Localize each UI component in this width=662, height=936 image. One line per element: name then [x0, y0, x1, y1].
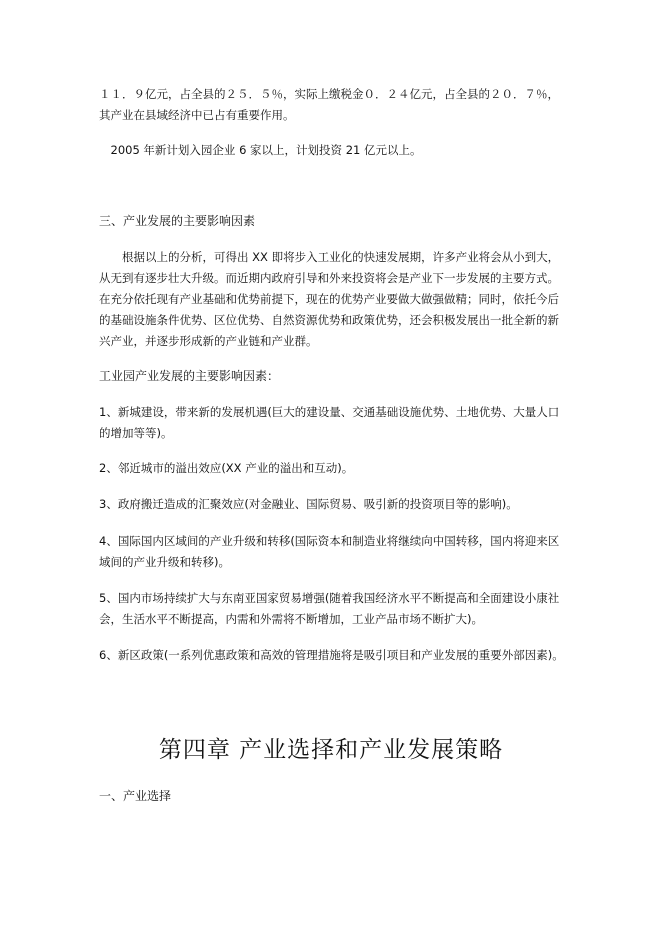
- paragraph-2005-plan: 2005 年新计划入园企业 6 家以上，计划投资 21 亿元以上。: [110, 143, 422, 157]
- chapter-title: 第四章 产业选择和产业发展策略: [158, 737, 504, 763]
- factor-item-1: 1、新城建设，带来新的发展机遇(巨大的建设量、交通基础设施优势、土地优势、大量人口的增加等等)。: [99, 405, 560, 440]
- factor-item-5: 5、国内市场持续扩大与东南亚国家贸易增强(随着我国经济水平不断提高和全面建设小康社会，生活水平不断提高，内需和外需将不断增加，工业产品市场不断扩大)。: [99, 591, 560, 626]
- section-heading-influencing-factors: 三、产业发展的主要影响因素: [99, 214, 256, 228]
- factor-item-6: 6、新区政策(一系列优惠政策和高效的管理措施将是吸引项目和产业发展的重要外部因素)。: [99, 648, 564, 662]
- section-heading-industry-selection: 一、产业选择: [99, 789, 172, 803]
- subheading-park-factors: 工业园产业发展的主要影响因素：: [99, 369, 280, 383]
- paragraph-industry-share: １１．９亿元，占全县的２５．５％，实际上缴税金０．２４亿元，占全县的２０．７％，其产业在县域经济中已占有重要作用。: [99, 87, 559, 122]
- factor-item-3: 3、政府搬迁造成的汇聚效应(对金融业、国际贸易、吸引新的投资项目等的影响)。: [99, 497, 518, 511]
- factor-item-4: 4、国际国内区域间的产业升级和转移(国际资本和制造业将继续向中国转移，国内将迎来区域间的产业升级和转移)。: [99, 534, 560, 569]
- paragraph-analysis: 根据以上的分析，可得出 XX 即将步入工业化的快速发展期，许多产业将会从小到大，从无到有逐步壮大升级。而近期内政府引导和外来投资将会是产业下一步发展的主要方式。在充分依托现有产业基础和优势前提下，现在的优势产业要做大做强做精；同时，依托今后的基础设施条件优势、区位优势、自然资源优势和政策优势，还会积极发展出一批全新的新兴产业，并逐步形成新的产业链和产业群。: [99, 250, 560, 348]
- factor-item-2: 2、邻近城市的溢出效应(XX 产业的溢出和互动)。: [99, 461, 354, 475]
